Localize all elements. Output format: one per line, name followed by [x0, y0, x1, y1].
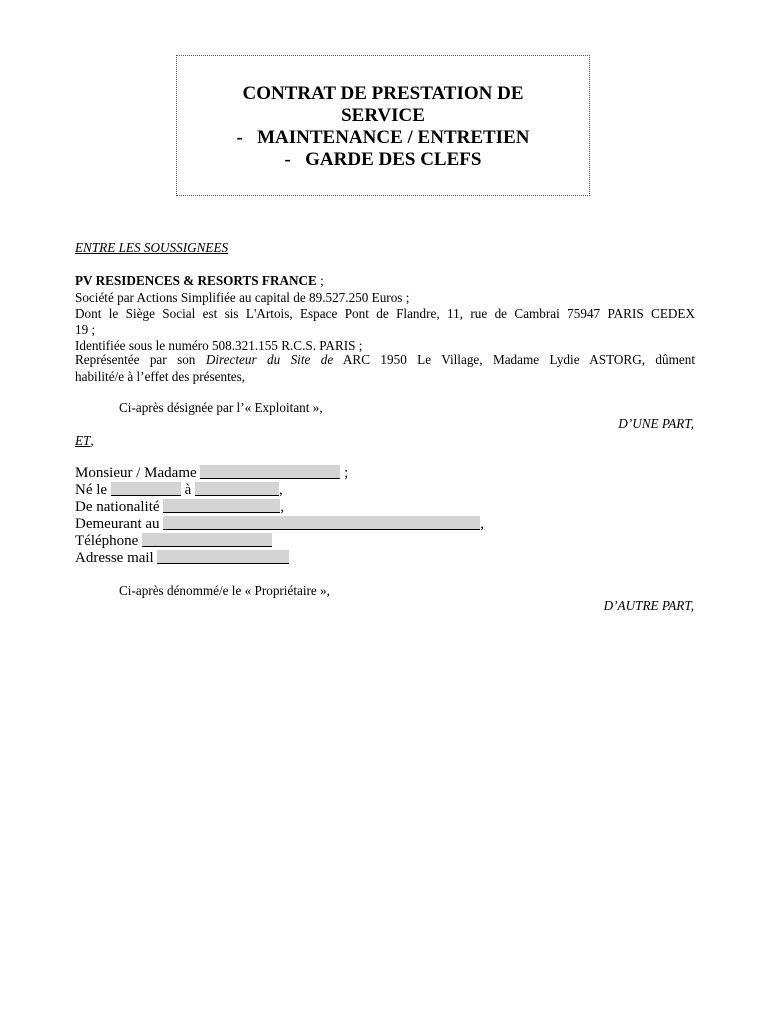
representative-role: Directeur du Site de — [205, 352, 334, 367]
birth-place-field[interactable] — [195, 482, 279, 496]
representative-name: ARC 1950 Le Village, Madame Lydie ASTORG, dûment — [342, 352, 695, 367]
owner-phone-row — [75, 533, 272, 550]
email-field[interactable] — [157, 550, 289, 564]
owner-name-suffix: ; — [340, 465, 349, 481]
phone-field[interactable] — [142, 533, 272, 547]
title-line-1: CONTRAT DE PRESTATION DE — [242, 83, 524, 104]
nationality-label: De nationalité — [75, 499, 160, 515]
nationality-field[interactable] — [163, 499, 280, 513]
title-line-4: - GARDE DES CLEFS — [284, 149, 482, 170]
owner-note: Ci-après dénommé/e le « Propriétaire », — [119, 583, 330, 598]
company-authority: habilité/e à l’effet des présentes, — [75, 369, 246, 384]
title-line-2: SERVICE — [341, 105, 425, 126]
address-suffix: , — [480, 516, 485, 532]
company-registration: Identifiée sous le numéro 508.321.155 R.C.S. PARIS ; — [75, 338, 363, 353]
owner-nationality-row — [75, 499, 284, 516]
owner-address-row — [75, 516, 484, 533]
company-seat: Dont le Siège Social est sis L'Artois, Espace Pont de Flandre, 11, rue de Cambrai 75947 PARIS CEDEX — [75, 306, 695, 321]
born-label: Né le — [75, 482, 108, 498]
title-box — [176, 55, 590, 196]
address-label: Demeurant au — [75, 516, 160, 532]
born-suffix: , — [279, 482, 283, 498]
first-part-label: D’UNE PART, — [618, 416, 694, 431]
representative-prefix: Représentée par son — [75, 352, 196, 367]
company-name: PV RESIDENCES & RESORTS FRANCE — [75, 273, 317, 288]
owner-name-row — [75, 465, 348, 482]
owner-birth-row — [75, 482, 283, 499]
email-label: Adresse mail — [75, 550, 154, 566]
owner-email-row — [75, 550, 289, 567]
company-seat-cont: 19 ; — [75, 322, 96, 337]
title-line-3: - MAINTENANCE / ENTRETIEN — [236, 127, 530, 148]
address-field[interactable] — [163, 516, 480, 530]
second-part-label: D’AUTRE PART, — [603, 598, 694, 613]
company-representative — [75, 352, 695, 368]
nationality-suffix: , — [280, 499, 285, 515]
company-name-suffix: ; — [316, 273, 324, 288]
parties-heading: ENTRE LES SOUSSIGNEES — [75, 240, 229, 255]
phone-label: Téléphone — [75, 533, 139, 549]
et-line — [75, 433, 94, 449]
et-suffix: , — [90, 433, 94, 448]
owner-name-label: Monsieur / Madame — [75, 465, 197, 481]
company-name-line — [75, 273, 324, 289]
owner-name-field[interactable] — [200, 465, 340, 479]
exploitant-note: Ci-après désignée par l’« Exploitant », — [119, 400, 323, 415]
born-at-label: à — [184, 482, 192, 498]
company-capital: Société par Actions Simplifiée au capital de 89.527.250 Euros ; — [75, 290, 410, 305]
et-label: ET — [75, 433, 91, 448]
birth-date-field[interactable] — [111, 482, 181, 496]
